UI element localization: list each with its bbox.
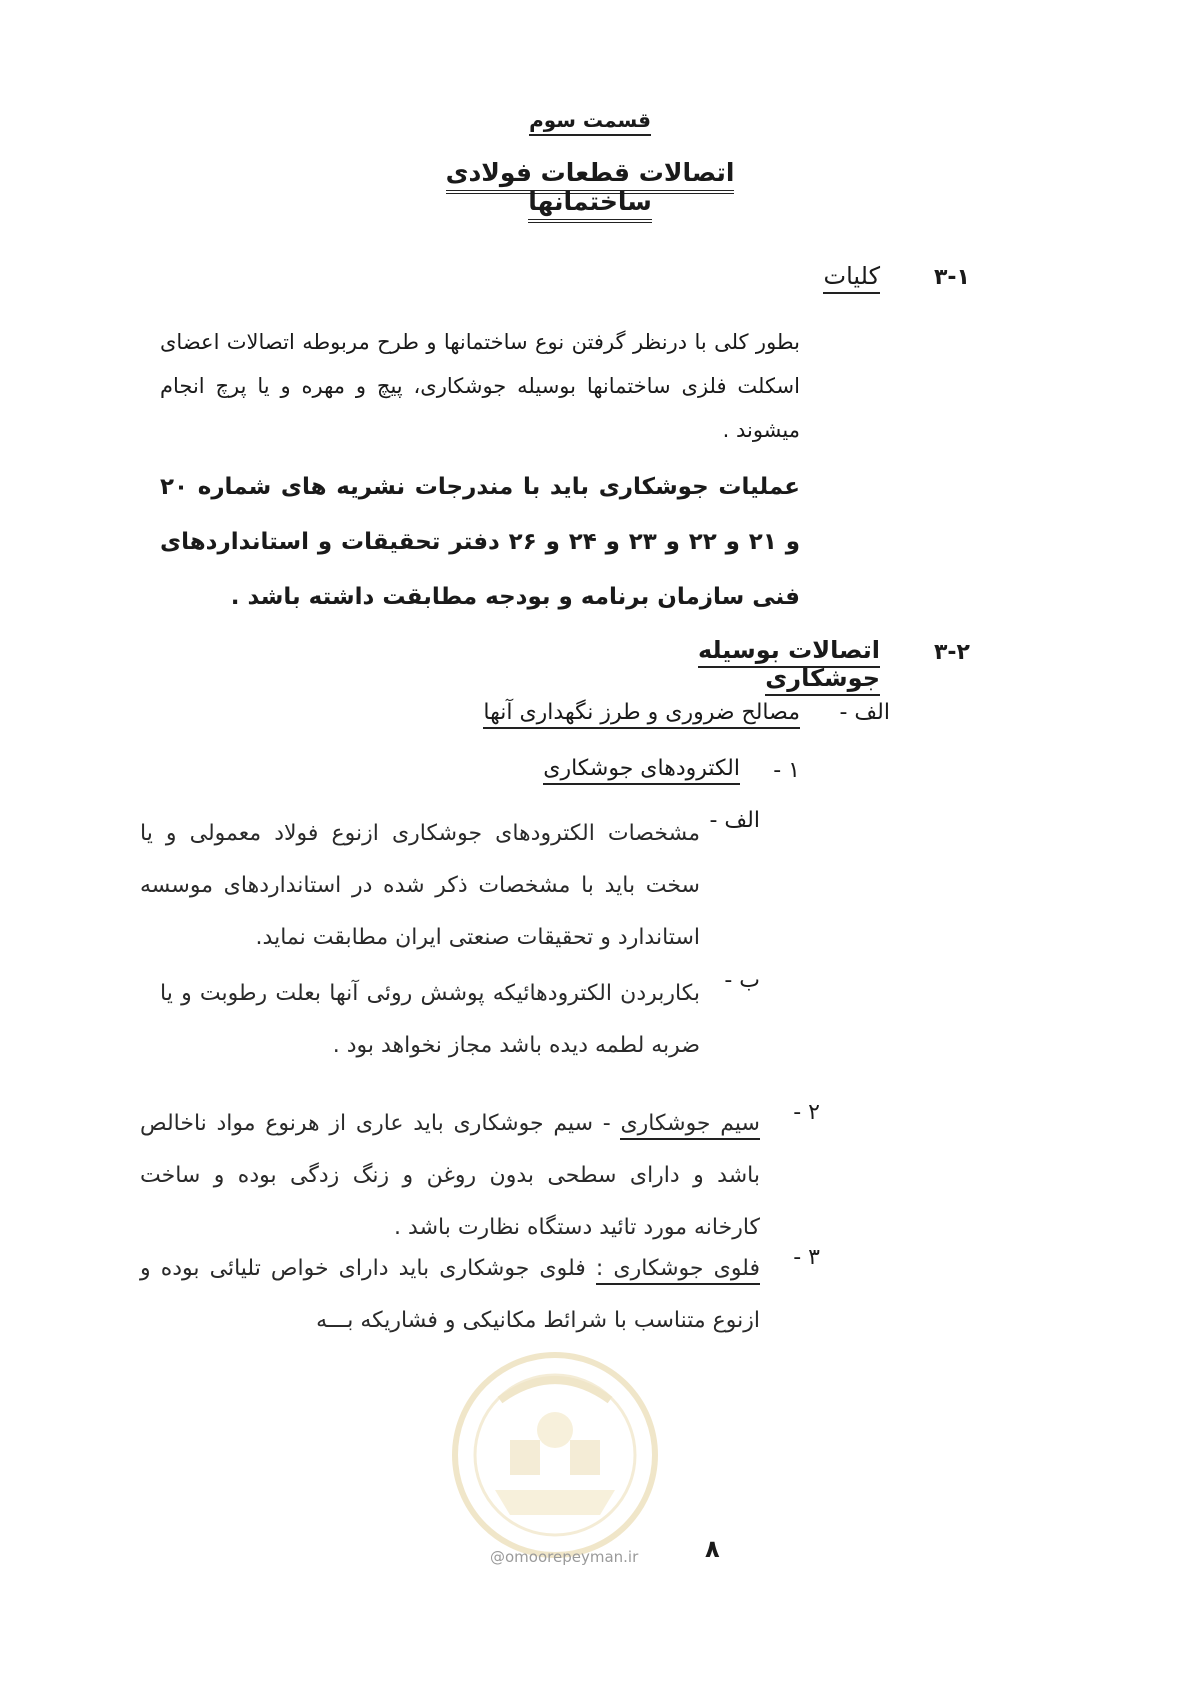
item-2-number: ۲ - [793,1100,820,1125]
item-3-number: ۳ - [793,1245,820,1270]
section-heading-3-2 [600,636,880,692]
item-1-title-text: الکترودهای جوشکاری [543,756,740,785]
item-1-title [470,756,740,781]
section-heading-3-1-text: کلیات [823,262,880,294]
section-title-text: قسمت سوم [529,108,651,136]
item-1a-marker: الف - [709,808,760,833]
subsection-a-title-text: مصالح ضروری و طرز نگهداری آنها [483,700,800,729]
item-2-term: سیم جوشکاری [620,1111,760,1140]
subsection-a-title [440,700,800,725]
item-1-number: ۱ - [773,758,800,783]
section-number-3-2: ۳-۲ [934,640,970,665]
item-3-text: فلوی جوشکاری باید دارای خواص تلیائی بوده و ازنوع متناسب با شرائط مکانیکی و فشاریکه بـــه [140,1256,760,1333]
paragraph-standards: عملیات جوشکاری باید با مندرجات نشریه های شماره ۲۰ و ۲۱ و ۲۲ و ۲۳ و ۲۴ و ۲۶ دفتر تحقیقات و استانداردهای فنی سازمان برنامه و بودجه مطابقت داشته باشد . [160,474,800,610]
section-heading-3-1 [700,262,880,290]
watermark-seal-logo [440,1340,670,1570]
part-title [400,158,780,216]
item-3-paragraph [140,1243,760,1347]
section-number-3-1: ۳-۱ [934,265,970,290]
part-title-text: اتصالات قطعات فولادی ساختمانها [446,158,735,223]
section-heading-3-2-text: اتصالات بوسیله جوشکاری [698,636,880,696]
item-1a-text: مشخصات الکترودهای جوشکاری ازنوع فولاد معمولی و یا سخت باید با مشخصات ذکر شده در استانداردهای موسسه استاندارد و تحقیقات صنعتی ایران مطابقت نماید. [140,821,700,950]
paragraph-generalities: بطور کلی با درنظر گرفتن نوع ساختمانها و طرح مربوطه اتصالات اعضای اسکلت فلزی ساختمانها بوسیله جوشکاری، پیچ و مهره و یا پرچ انجام میشوند . [160,330,800,442]
watermark-text: @omoorepeyman.ir [490,1548,639,1566]
item-1b-marker: ب - [724,968,760,993]
page-number: ۸ [705,1535,720,1563]
subsection-a-marker: الف - [839,700,890,725]
item-1b-text: بکاربردن الکترودهائیکه پوشش روئی آنها بعلت رطوبت و یا ضربه لطمه دیده باشد مجاز نخواهد بود . [160,981,700,1058]
item-3-term: فلوی جوشکاری : [596,1256,760,1285]
item-2-paragraph [140,1098,760,1254]
item-2-text: - سیم جوشکاری باید عاری از هرنوع مواد ناخالص باشد و دارای سطحی بدون روغن و زنگ زدگی بوده و ساخت کارخانه مورد تائید دستگاه نظارت باشد . [140,1111,760,1240]
section-title [520,108,660,132]
